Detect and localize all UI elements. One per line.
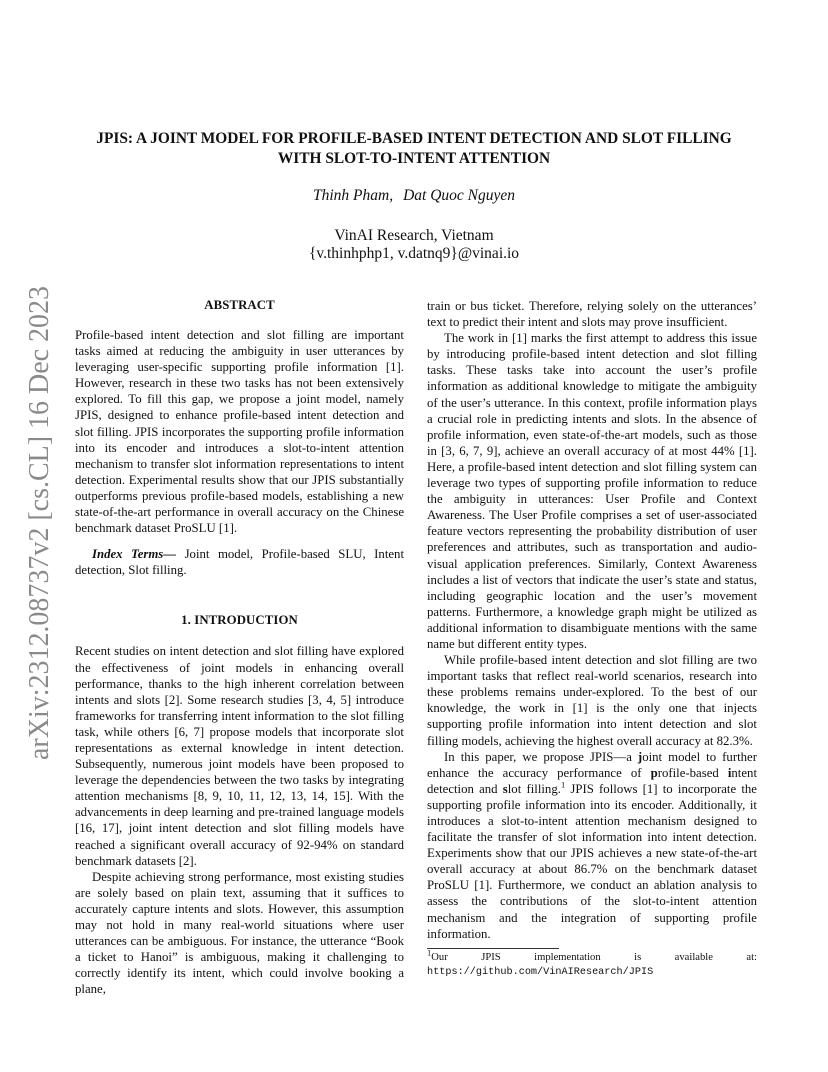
arxiv-identifier-text: arXiv:2312.08737v2 [cs.CL] 16 Dec 2023 — [24, 286, 55, 760]
author-1: Thinh Pham, — [312, 187, 394, 204]
right-column — [427, 298, 757, 942]
footnote — [427, 947, 757, 980]
intro-paragraph-5 — [427, 749, 757, 942]
p5-bold-j: j — [637, 749, 643, 764]
p5-text-f: JPIS follows [1] to incorporate the supporting profile information into its encoder. Additionally, it introduces a slot-to-intent attention mechanism designed to facilitate the transfer of slot information into intent detection. Experiments show that our JPIS achieves a new state-of-the-art overall accuracy at about 86.7% on the benchmark dataset ProSLU [1]. Furthermore, we conduct an ablation analysis to assess the contributions of the slot-to-intent attention mechanism and the integration of supporting profile information. — [427, 781, 757, 941]
author-2: Dat Quoc Nguyen — [403, 187, 515, 204]
p5-text-e: lot filling. — [507, 781, 561, 796]
p5-text-c: rofile-based — [657, 765, 728, 780]
p5-bold-i: i — [727, 765, 732, 780]
intro-paragraph-4: While profile-based intent detection and slot filling are two important tasks that reflect real-world scenarios, research into these problems remains under-explored. To the best of our knowledge, the work in [1] is the only one that injects supporting profile information into intent detection and slot filling models, achieving the highest overall accuracy at 82.3%. — [427, 653, 757, 748]
p5-text-d: ntent detection and — [427, 765, 757, 796]
intro-paragraph-2: Despite achieving strong performance, most existing studies are solely based on plain text, assuming that it suffices to accurately capture intents and slots. However, this assumption may not hold in many real-world situations where user utterances can be ambiguous. For instance, the utterance “Book a ticket to Hanoi” is ambiguous, making it challenging to correctly identify its intent, which could involve booking a plane, — [75, 869, 404, 997]
index-terms-label: Index Terms— — [92, 547, 177, 562]
footnote-text: Our JPIS implementation is available at: — [431, 952, 757, 963]
arxiv-identifier — [18, 286, 58, 760]
paper-title-line-1: JPIS: A JOINT MODEL FOR PROFILE-BASED INTENT DETECTION AND SLOT FILLING — [96, 130, 732, 147]
p5-text-b: oint model to further enhance the accuracy performance of — [427, 749, 757, 780]
author-list — [40, 186, 788, 206]
introduction-heading: 1. INTRODUCTION — [181, 613, 298, 628]
intro-paragraph-2-continued: train or bus ticket. Therefore, relying solely on the utterances’ text to predict their intent and slots may prove insufficient. — [427, 299, 757, 330]
author-emails: {v.thinhphp1, v.datnq9}@vinai.io — [308, 245, 520, 262]
abstract-heading: ABSTRACT — [204, 298, 275, 312]
index-terms — [75, 546, 404, 578]
p5-bold-s: s — [502, 781, 508, 796]
index-terms-text: Joint model, Profile-based SLU, Intent detection, Slot filling. — [75, 547, 405, 578]
paper-title — [40, 129, 788, 169]
intro-paragraph-1: Recent studies on intent detection and slot filling have explored the effectiveness of joint models in enhancing overall performance, thanks to the high inherent correlation between intents and slots [2]. Some research studies [3, 4, 5] introduce frameworks for transferring intent information to the slot filling task, while others [6, 7] propose models that incorporate slot representations as external knowledge in intent detection. Subsequently, numerous joint models have been proposed to leverage the dependencies between the two tasks by integrating attention mechanisms [8, 9, 10, 11, 12, 13, 14, 15]. With the advancements in deep learning and pre-trained language models [16, 17], joint intent detection and slot filling models have reached a significant overall accuracy of 92-94% on standard benchmark datasets [2]. — [75, 644, 404, 868]
p5-text-a: In this paper, we propose JPIS—a — [444, 749, 638, 764]
intro-paragraph-3: The work in [1] marks the first attempt to address this issue by introducing profile-based intent detection and slot filling tasks. These tasks take into account the user’s profile information as additional knowledge to mitigate the ambiguity of the user’s utterance. In this context, profile information plays a crucial role in predicting intents and slots. In the absence of profile information, even state-of-the-art models, such as those in [3, 6, 7, 9], achieve an overall accuracy of at most 44% [1]. Here, a profile-based intent detection and slot filling system can leverage two types of supporting profile information to reduce the ambiguity in utterances: User Profile and Context Awareness. The User Profile comprises a set of user-associated feature vectors representing the probability distribution of user preferences and attributes, such as transportation and audio-visual application preferences. Similarly, Context Awareness includes a list of vectors that indicate the user’s state and status, including geographic location and the user’s movement patterns. Furthermore, a knowledge graph might be utilized as additional information to disambiguate mentions with the same name but different entity types. — [427, 331, 757, 651]
p5-bold-p: p — [650, 765, 658, 780]
footnote-url[interactable]: https://github.com/VinAIResearch/JPIS — [427, 967, 654, 978]
affiliation: VinAI Research, Vietnam — [334, 227, 494, 244]
footnote-mark: 1 — [427, 947, 432, 958]
abstract-text: Profile-based intent detection and slot filling are important tasks aimed at reducing the ambiguity in user utterances by leveraging user-specific supporting profile information [1]. However, research in these two tasks has not been extensively explored. To fill this gap, we propose a joint model, namely JPIS, designed to enhance profile-based intent detection and slot filling. JPIS incorporates the supporting profile information into its encoder and introduces a slot-to-intent attention mechanism to transfer slot information representations to intent detection. Experimental results show that our JPIS substantially outperforms previous profile-based models, establishing a new state-of-the-art performance in overall accuracy on the Chinese benchmark dataset ProSLU [1]. — [75, 328, 404, 536]
footnote-marker: 1 — [560, 779, 566, 790]
left-column — [75, 297, 404, 997]
footnote-rule — [427, 948, 559, 949]
paper-title-line-2: WITH SLOT-TO-INTENT ATTENTION — [277, 150, 551, 167]
